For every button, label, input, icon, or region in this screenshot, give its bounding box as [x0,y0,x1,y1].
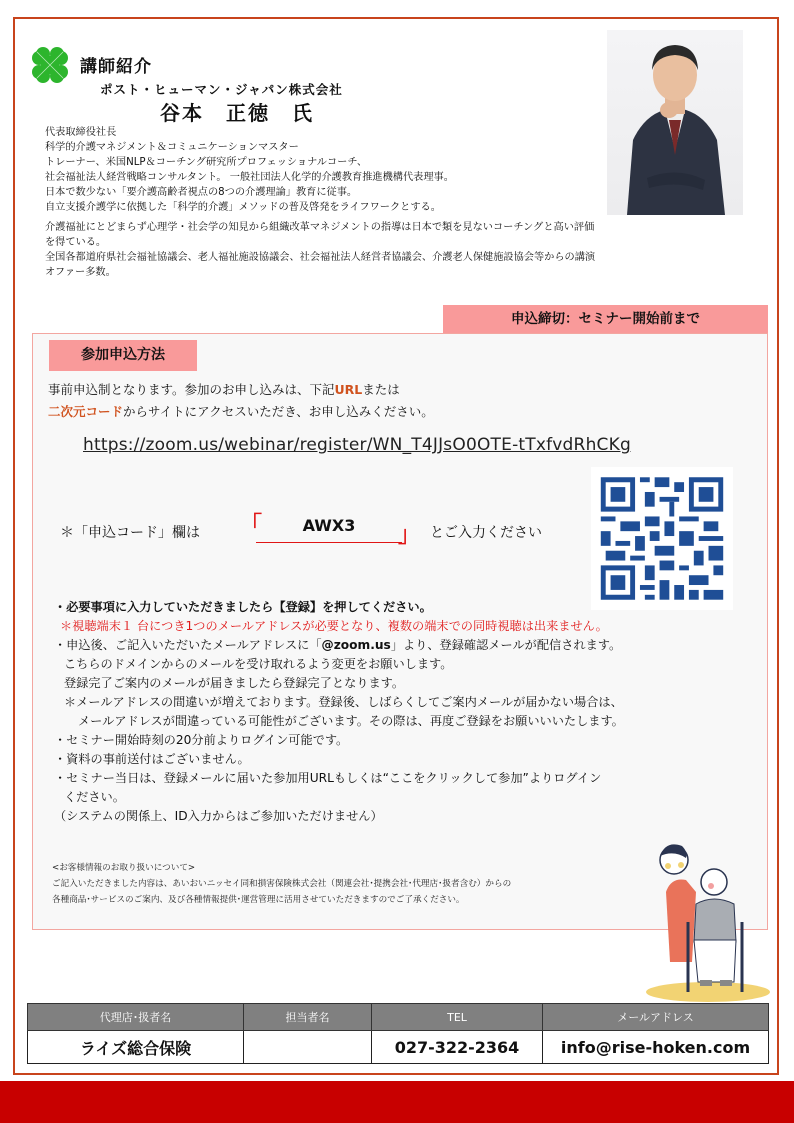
note-item: こちらのドメインからのメールを受け取れるよう変更をお願いします。 [64,657,453,671]
speaker-bio-extended [45,220,775,280]
section-title-instructor: 講師紹介 [80,57,152,77]
privacy-text: ご記入いただきました内容は、あいおいニッセイ同和損害保険株式会社（関連会社･提携会社･代理店･扱者含む）からの [52,879,512,889]
bio-line: 自立支援介護学に依拠した「科学的介護」メソッドの普及啓発をライフワークとする。 [45,201,441,213]
header-email: メールアドレス [543,1004,769,1031]
application-intro: 事前申込制となります。参加のお申し込みは、下記URLまたは 二次元コードからサイトにアクセスいただき、お申し込みください。 [48,382,434,419]
note-item: ＊メールアドレスの間違いが増えております。登録後、しばらくしてご案内メールが届かない場合は、 [64,695,623,709]
clover-icon [29,44,71,86]
header-person: 担当者名 [244,1004,372,1031]
bio-line: 介護福祉にとどまらず心理学・社会学の知見から組織改革マネジメントの指導は日本で類を見ないコーチングと高い評価 [45,222,595,233]
note-item: （システムの関係上、ID入力からはご参加いただけません） [54,809,383,823]
note-item: ・セミナー開始時刻の20分前よりログイン可能です。 [54,733,349,747]
note-item: ・必要事項に入力していただきましたら【登録】を押してください。 [54,600,432,614]
contact-table [27,1003,769,1064]
header-agency: 代理店･扱者名 [28,1004,244,1031]
contact-value-row [28,1031,769,1064]
speaker-photo [607,30,743,215]
footer-band [0,1081,794,1123]
bio-line: 科学的介護マネジメント＆コミュニケーションマスター [45,141,299,153]
note-item: ください。 [64,790,125,804]
bio-line: 代表取締役社長 [45,127,117,138]
speaker-bio [45,126,454,215]
note-item: 登録完了ご案内のメールが届きましたら登録完了となります。 [64,676,405,690]
deadline-banner: 申込締切：セミナー開始前まで [443,305,768,333]
bio-line: オファー多数。 [45,267,116,278]
header-tel: TEL [372,1004,543,1031]
privacy-text: 各種商品･サービスのご案内、及び各種情報提供･運営管理に活用させていただきますのでご了承ください。 [52,895,465,905]
bracket-open: 「 [240,513,263,538]
caregiver-illustration [626,832,771,1002]
note-warning: ＊視聴端末１ 台につき1つのメールアドレスが必要となり、複数の端末での同時視聴は出来ません。 [60,619,608,633]
agency-name: ライズ総合保険 [28,1031,244,1064]
person-name [244,1031,372,1064]
note-item: ・セミナー当日は、登録メールに届いた参加用URLもしくは“ここをクリックして参加”よりログイン [54,771,602,785]
contact-header-row [28,1004,769,1031]
qr-code[interactable] [591,467,733,610]
application-heading: 参加申込方法 [49,340,197,371]
bio-line: を得ている。 [45,237,107,248]
note-item: メールアドレスが間違っている可能性がございます。その際は、再度ご登録をお願いいいたします。 [78,714,624,728]
code-instruction: ＊「申込コード」欄は [60,525,200,541]
phone-number[interactable]: 027-322-2364 [372,1031,543,1064]
bio-line: トレーナー、米国NLP＆コーチング研究所プロフェッショナルコーチ、 [45,156,368,168]
zoom-domain: @zoom.us [321,638,391,652]
url-highlight: URL [334,382,363,397]
company-name: ポスト・ヒューマン・ジャパン株式会社 [100,82,343,97]
registration-notes: ・必要事項に入力していただきましたら【登録】を押してください。 ＊視聴端末１ 台につき1つのメールアドレスが必要となり、複数の端末での同時視聴は出来ません。 ・申込後、ご記入いただいたメールアドレスに「@zoom.us」より、登録確認メールが配信されます。 こちらのドメインからのメールを受け取れるよう変更をお願いします。 登録完了ご案内のメールが届きましたら登録完了となります。 ＊メールアドレスの間違いが増えております。登録後、しばらくしてご案内メールが届かない場合は、 メールアドレスが間違っている可能性がございます。その際は、再度ご登録をお願いいいたします。 ・セミナー開始時刻の20分前よりログイン可能です。 ・資料の事前送付はございません。 ・セミナー当日は、登録メールに届いた参加用URLもしくは“ここをクリックして参加”よりログイン ください。 （システムの関係上、ID入力からはご参加いただけません） [54,598,624,826]
bio-line: 社会福祉法人経営戦略コンサルタント。 一般社団法人化学的介護教育推進機構代表理事。 [45,171,454,183]
registration-code: AWX3 [256,516,402,543]
speaker-name: 谷本 正徳 氏 [160,101,314,125]
qr-highlight: 二次元コード [48,404,124,419]
bio-line: 日本で数少ない「要介護高齢者視点の8つの介護理論」教育に従事。 [45,186,358,198]
bio-line: 全国各都道府県社会福祉協議会、老人福祉施設協議会、社会福祉法人経営者協議会、介護老人保健施設協会等からの講演 [45,252,596,263]
bracket-close: 」 [398,523,421,548]
email-address[interactable]: info@rise-hoken.com [543,1031,769,1064]
privacy-notice [52,860,511,908]
privacy-title: <お客様情報のお取り扱いについて> [52,863,196,873]
note-item: ・資料の事前送付はございません。 [54,752,250,766]
registration-link[interactable]: https://zoom.us/webinar/register/WN_T4JJsO0OTE-tTxfvdRhCKg [83,435,631,455]
code-instruction-suffix: とご入力ください [430,525,542,541]
